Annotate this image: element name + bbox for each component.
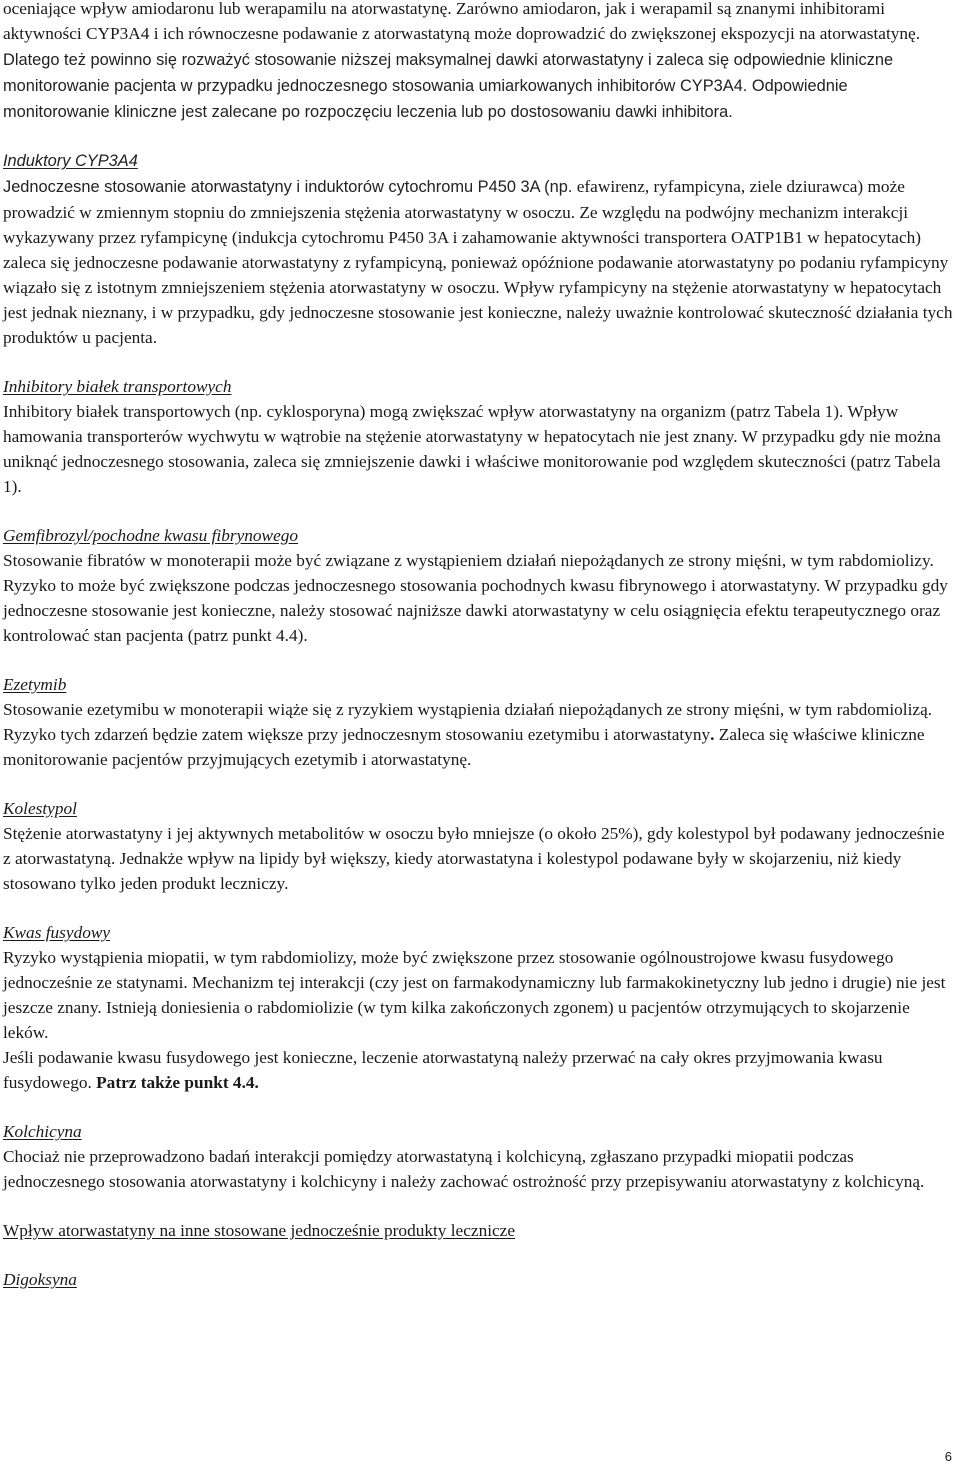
section-colchicine bbox=[3, 1119, 955, 1194]
section-digoxin bbox=[3, 1267, 955, 1292]
heading-gemfibrozil: Gemfibrozyl/pochodne kwasu fibrynowego bbox=[3, 526, 299, 545]
amiodarone-text: oceniające wpływ amiodaronu lub werapamilu na atorwastatynę. Zarówno amiodaron, jak i werapamil są znanymi inhibitorami aktywności CYP3A4 i ich równoczesne podawanie z atorwastatyną może doprowadzić do zwiększonej ekspozycji na atorwastatynę. bbox=[3, 0, 921, 43]
paragraph-ezetimibe bbox=[3, 697, 955, 772]
heading-colchicine: Kolchicyna bbox=[3, 1122, 82, 1141]
inducers-intro-text: Jednoczesne stosowanie atorwastatyny i induktorów cytochromu P450 3A (np. bbox=[3, 178, 573, 196]
heading-ezetimibe: Ezetymib bbox=[3, 675, 67, 694]
inducers-body-text: efawirenz, ryfampicyna, ziele dziurawca) może prowadzić w zmiennym stopniu do zmniejszenia stężenia atorwastatyny w osoczu. Ze względu na podwójny mechanizm interakcji wykazywany przez ryfampicynę (indukcja cytochromu P450 3A i zahamowanie aktywności transportera OATP1B1 w hepatocytach) zaleca się jednoczesne podawanie atorwastatyny z ryfampicyną, ponieważ opóźnione podawanie atorwastatyny po podaniu ryfampicyny wiązało się z istotnym zmniejszeniem stężenia atorwastatyny w osoczu. Wpływ ryfampicyny na stężenie atorwastatyny w hepatocytach jest jednak nieznany, i w przypadku, gdy jednoczesne stosowanie jest konieczne, należy uważnie kontrolować skuteczność działania tych produktów u pacjenta. bbox=[3, 177, 953, 347]
section-other-products bbox=[3, 1218, 955, 1243]
ezetimibe-risk-text: Stosowanie ezetymibu w monoterapii wiąże się z ryzykiem wystąpienia działań niepożądanych ze strony mięśni, w tym rabdomiolizą. Ryzyko tych zdarzeń będzie zatem większe przy jednoczesnym stosowaniu ezetymibu i atorwastatyny bbox=[3, 700, 933, 744]
section-transport-inhibitors bbox=[3, 374, 955, 499]
heading-colestipol: Kolestypol bbox=[3, 799, 77, 818]
paragraph-gemfibrozil: Stosowanie fibratów w monoterapii może być związane z wystąpieniem działań niepożądanych ze strony mięśni, w tym rabdomiolizy. Ryzyko to może być zwiększone podczas jednoczesnego stosowania pochodnych kwasu fibrynowego i atorwastatyny. W przypadku gdy jednoczesne stosowanie jest konieczne, należy stosować najniższe dawki atorwastatyny w celu osiągnięcia efektu terapeutycznego oraz kontrolować stan pacjenta (patrz punkt 4.4). bbox=[3, 551, 948, 645]
section-cyp3a4-inducers bbox=[3, 149, 955, 350]
paragraph-colestipol: Stężenie atorwastatyny i jej aktywnych metabolitów w osoczu było mniejsze (o około 25%), gdy kolestypol był podawany jednocześnie z atorwastatyną. Jednakże wpływ na lipidy był większy, kiedy atorwastatyna i kolestypol podawane były w skojarzeniu, niż kiedy stosowano tylko jeden produkt leczniczy. bbox=[3, 824, 945, 893]
document-page bbox=[3, 0, 955, 1292]
heading-digoxin: Digoksyna bbox=[3, 1270, 77, 1289]
section-ezetimibe bbox=[3, 672, 955, 772]
paragraph-amiodarone-verapamil bbox=[3, 0, 955, 125]
page-number: 6 bbox=[944, 1449, 952, 1464]
section-fusidic-acid bbox=[3, 920, 955, 1095]
paragraph-fusidic-acid-risk: Ryzyko wystąpienia miopatii, w tym rabdomiolizy, może być zwiększone przez stosowanie ogólnoustrojowe kwasu fusydowego jednocześnie ze statynami. Mechanizm tej interakcji (czy jest on farmakodynamiczny lub farmakokinetyczny lub jedno i drugie) nie jest jeszcze znany. Istnieją doniesienia o rabdomiolizie (w tym kilka zakończonych zgonem) u pacjentów otrzymujących to skojarzenie leków. bbox=[3, 948, 946, 1042]
heading-other-products: Wpływ atorwastatyny na inne stosowane jednocześnie produkty lecznicze bbox=[3, 1221, 516, 1240]
paragraph-cyp3a4-inducers bbox=[3, 174, 955, 350]
heading-cyp3a4-inducers: Induktory CYP3A4 bbox=[3, 152, 138, 170]
fusidic-acid-see-also: Patrz także punkt 4.4. bbox=[96, 1073, 259, 1092]
heading-transport-inhibitors: Inhibitory białek transportowych bbox=[3, 377, 232, 396]
moderate-inhibitors-text: Dlatego też powinno się rozważyć stosowanie niższej maksymalnej dawki atorwastatyny i zaleca się odpowiednie kliniczne monitorowanie pacjenta w przypadku jednoczesnego stosowania umiarkowanych inhibitorów CYP3A4. Odpowiednie monitorowanie kliniczne jest zalecane po rozpoczęciu leczenia lub po dostosowaniu dawki inhibitora. bbox=[3, 51, 894, 121]
paragraph-fusidic-acid-interrupt bbox=[3, 1045, 955, 1095]
section-gemfibrozil bbox=[3, 523, 955, 648]
paragraph-transport-inhibitors: Inhibitory białek transportowych (np. cyklosporyna) mogą zwiększać wpływ atorwastatyny na organizm (patrz Tabela 1). Wpływ hamowania transporterów wychwytu w wątrobie na stężenie atorwastatyny w hepatocytach nie jest znany. W przypadku gdy nie można uniknąć jednoczesnego stosowania, zaleca się zmniejszenie dawki i właściwe monitorowanie pod względem skuteczności (patrz Tabela 1). bbox=[3, 402, 941, 496]
heading-fusidic-acid: Kwas fusydowy bbox=[3, 923, 111, 942]
ezetimibe-bold-period: . bbox=[710, 725, 715, 744]
fusidic-acid-interrupt-text: Jeśli podawanie kwasu fusydowego jest konieczne, leczenie atorwastatyną należy przerwać na cały okres przyjmowania kwasu fusydowego. bbox=[3, 1048, 883, 1092]
section-colestipol bbox=[3, 796, 955, 896]
paragraph-colchicine: Chociaż nie przeprowadzono badań interakcji pomiędzy atorwastatyną i kolchicyną, zgłaszano przypadki miopatii podczas jednoczesnego stosowania atorwastatyny i kolchicyny i należy zachować ostrożność przy przepisywaniu atorwastatyny z kolchicyną. bbox=[3, 1147, 925, 1191]
ezetimibe-monitoring-text: Zaleca się właściwe kliniczne monitorowanie pacjentów przyjmujących ezetymib i atorwastatynę. bbox=[3, 725, 925, 769]
